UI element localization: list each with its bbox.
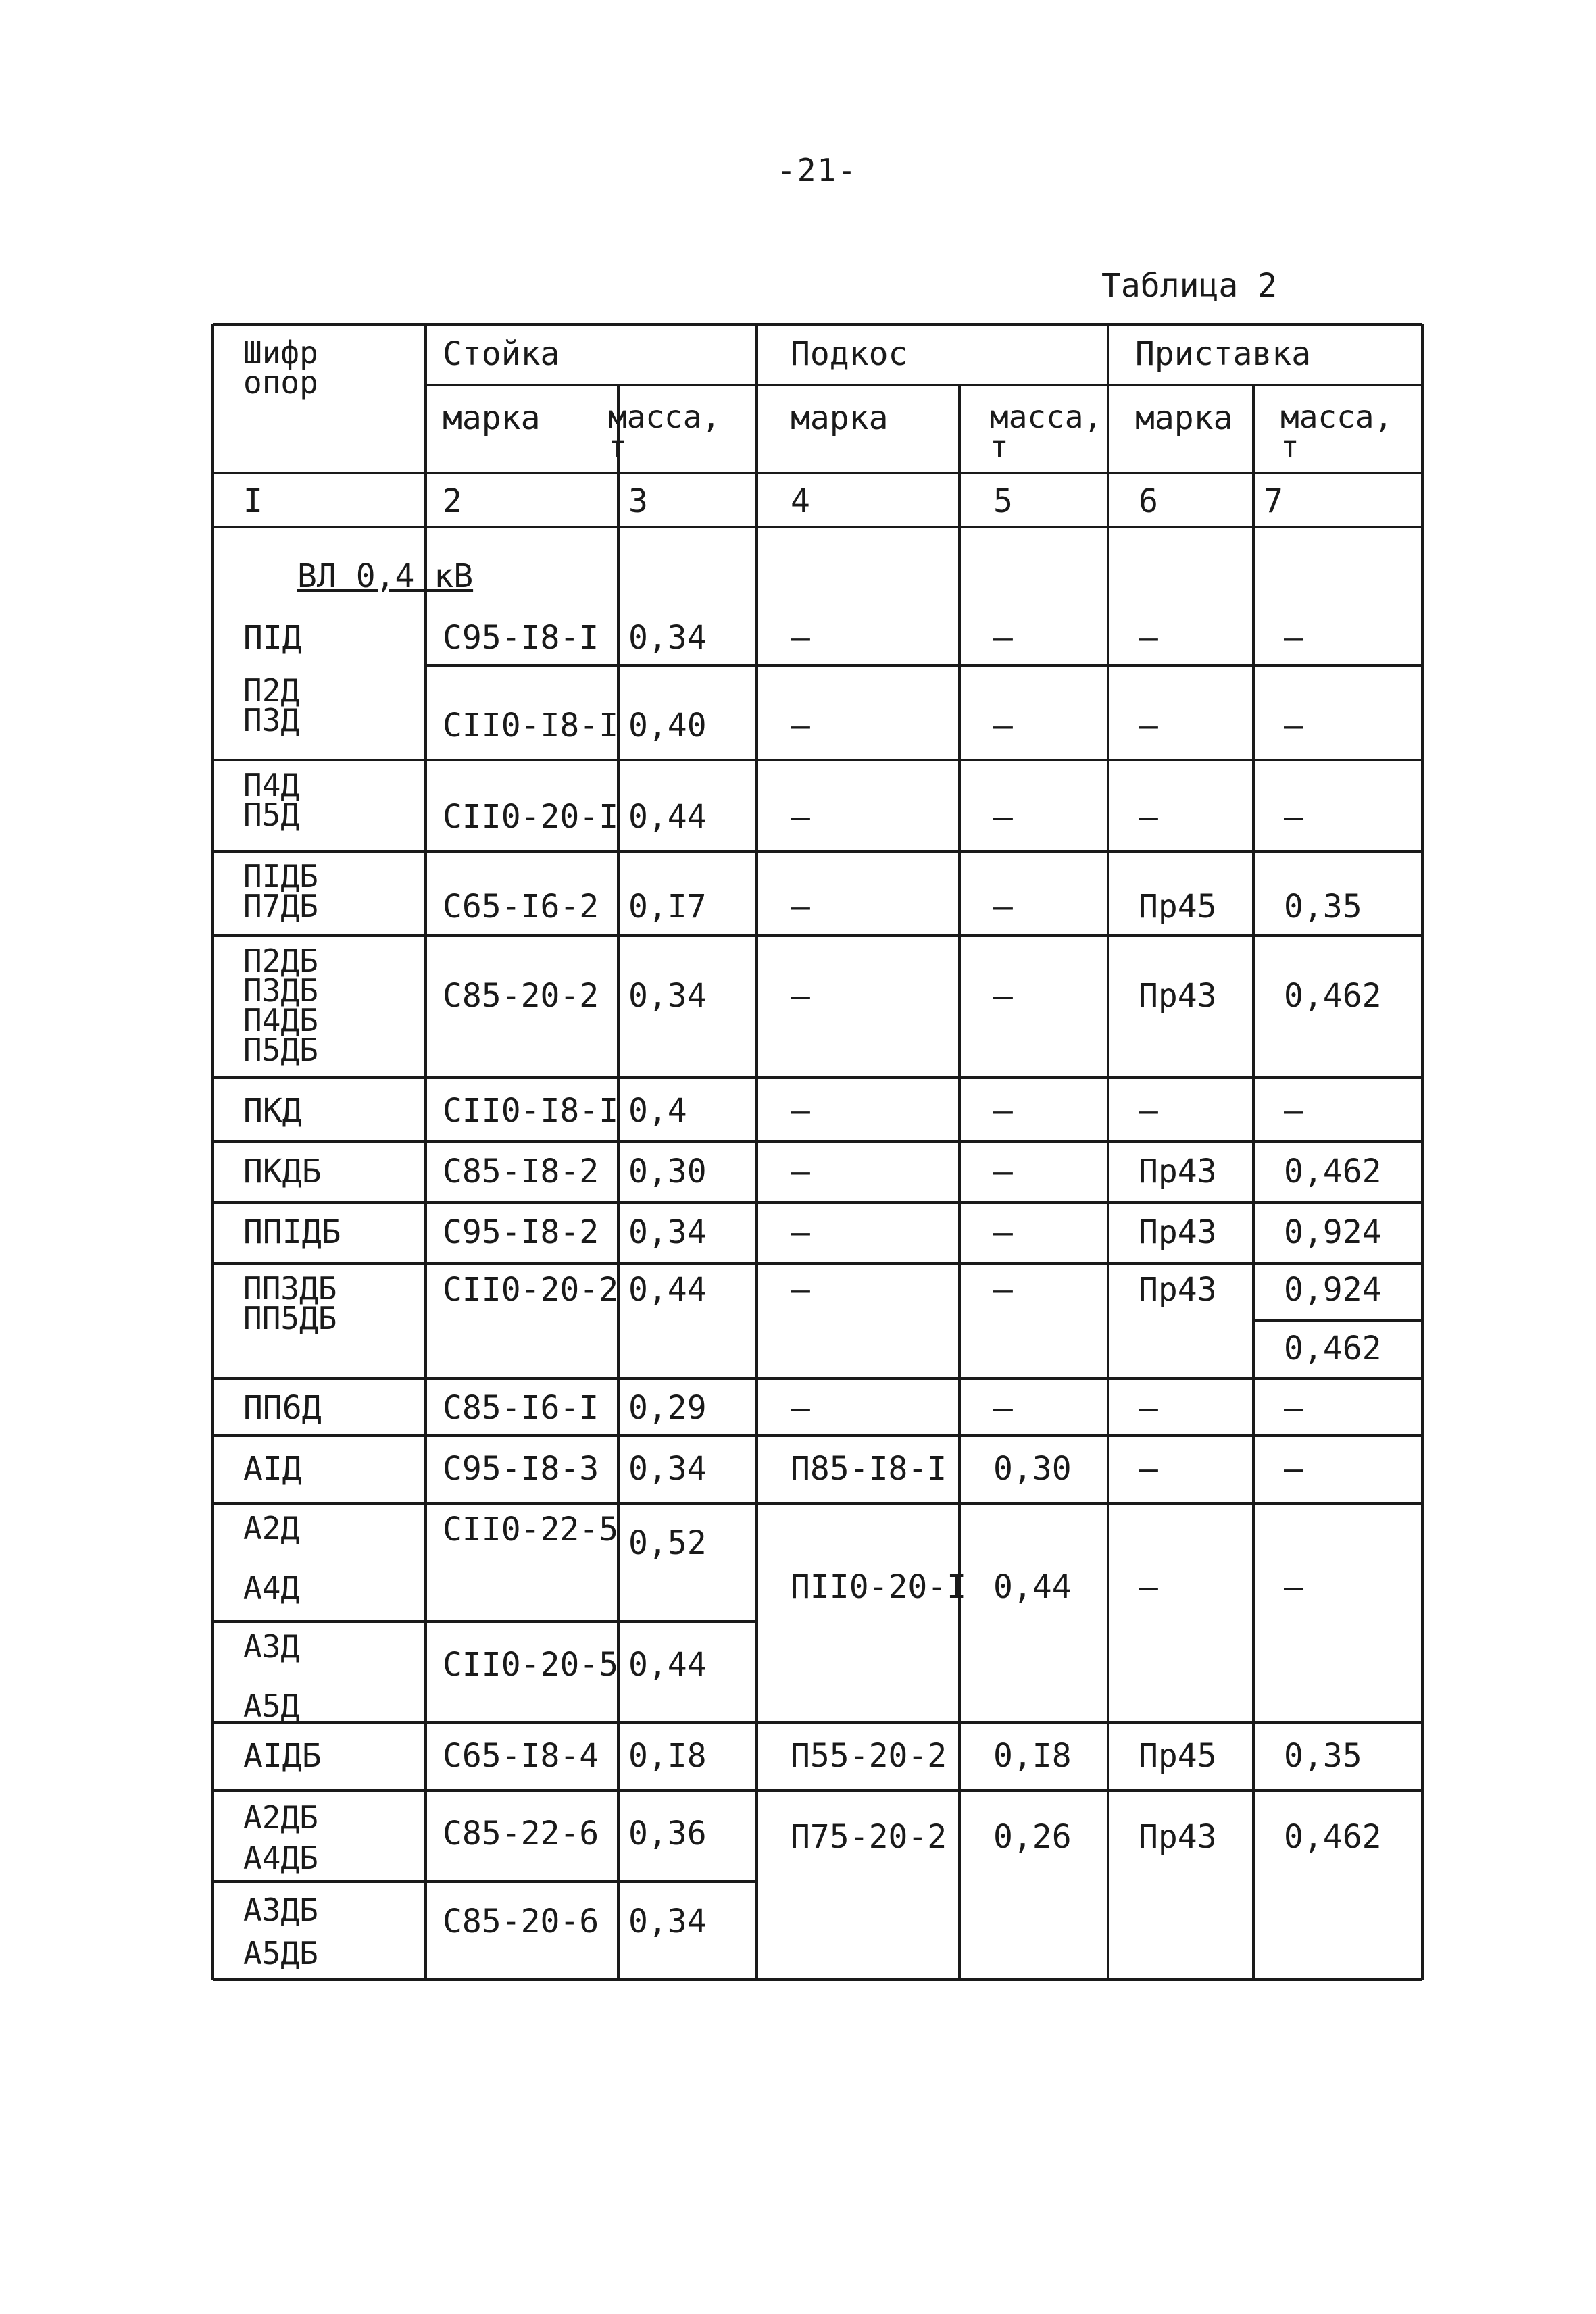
col-number: 5 <box>993 482 1013 520</box>
table-row-code: ПП3ДБ ПП5ДБ <box>243 1270 337 1336</box>
header-pristavka: Приставка <box>1135 335 1312 373</box>
cell-podkos-massa: 0,44 <box>993 1568 1072 1606</box>
table-row-code: ПIД <box>243 619 302 657</box>
cell-podkos-massa: – <box>993 798 1013 836</box>
cell-stoika-massa: 0,I7 <box>628 888 707 926</box>
table-row-code: П2Д П3Д <box>243 672 300 738</box>
cell-stoika-massa: 0,44 <box>628 798 707 836</box>
cell-prist-massa: 0,35 <box>1284 1737 1362 1775</box>
table-row-code: А2Д А4Д <box>243 1510 300 1606</box>
cell-prist-marka: Пр43 <box>1139 1213 1217 1251</box>
table-row-code: А3Д А5Д <box>243 1628 300 1724</box>
cell-podkos-marka: – <box>791 1153 810 1190</box>
table-row-code: А3ДБ А5ДБ <box>243 1892 318 1971</box>
table-row-code: АIД <box>243 1450 302 1488</box>
cell-stoika-massa: 0,40 <box>628 707 707 745</box>
cell-podkos-marka: – <box>791 1213 810 1251</box>
cell-stoika-massa: 0,29 <box>628 1389 707 1427</box>
cell-stoika-massa: 0,34 <box>628 977 707 1015</box>
cell-stoika-massa: 0,I8 <box>628 1737 707 1775</box>
cell-stoika-massa: 0,44 <box>628 1271 707 1309</box>
cell-podkos-marka: – <box>791 977 810 1015</box>
table-row-code: П2ДБ П3ДБ П4ДБ П5ДБ <box>243 942 318 1068</box>
cell-prist-massa: – <box>1284 798 1303 836</box>
cell-prist-massa: 0,462 <box>1284 1153 1382 1190</box>
cell-prist-marka: – <box>1139 619 1158 657</box>
cell-stoika-marka: СII0-20-5 <box>443 1646 619 1684</box>
cell-prist-marka: – <box>1139 1568 1158 1606</box>
cell-prist-massa: – <box>1284 1568 1303 1606</box>
cell-prist-massa: – <box>1284 1092 1303 1130</box>
table-row-code: ППIДБ <box>243 1213 341 1251</box>
col-number: 3 <box>628 482 648 520</box>
col-number: 4 <box>791 482 810 520</box>
cell-podkos-marka: – <box>791 707 810 745</box>
cell-stoika-massa: 0,4 <box>628 1092 687 1130</box>
cell-podkos-marka: П55-20-2 <box>791 1737 947 1775</box>
cell-podkos-marka: – <box>791 888 810 926</box>
cell-podkos-marka: ПII0-20-I <box>791 1568 967 1606</box>
cell-stoika-marka: С85-20-6 <box>443 1903 599 1940</box>
cell-stoika-marka: СII0-I8-I <box>443 1092 619 1130</box>
col-number: 6 <box>1139 482 1158 520</box>
cell-stoika-massa: 0,34 <box>628 1450 707 1488</box>
col-number: 2 <box>443 482 462 520</box>
cell-stoika-massa: 0,36 <box>628 1815 707 1853</box>
header-podkos: Подкос <box>791 335 908 373</box>
cell-stoika-marka: С95-I8-3 <box>443 1450 599 1488</box>
col-number: I <box>243 482 263 520</box>
cell-stoika-marka: С85-I6-I <box>443 1389 599 1427</box>
table-row-code: П4Д П5Д <box>243 767 300 833</box>
cell-stoika-marka: С65-I6-2 <box>443 888 599 926</box>
cell-stoika-marka: С95-I8-I <box>443 619 599 657</box>
cell-prist-massa: – <box>1284 707 1303 745</box>
cell-stoika-marka: С85-20-2 <box>443 977 599 1015</box>
table-caption: Таблица 2 <box>1101 267 1278 305</box>
cell-prist-massa: 0,462 <box>1284 977 1382 1015</box>
cell-prist-marka: Пр43 <box>1139 1271 1217 1309</box>
table-row-code: А2ДБ А4ДБ <box>243 1799 318 1876</box>
cell-podkos-massa: 0,I8 <box>993 1737 1072 1775</box>
cell-podkos-marka: П75-20-2 <box>791 1818 947 1856</box>
cell-stoika-massa: 0,52 <box>628 1524 707 1562</box>
cell-prist-marka: Пр43 <box>1139 1818 1217 1856</box>
col-number: 7 <box>1264 482 1283 520</box>
table-row-code: ПIДБ П7ДБ <box>243 858 318 924</box>
cell-stoika-massa: 0,34 <box>628 1903 707 1940</box>
cell-prist-massa: – <box>1284 1450 1303 1488</box>
cell-podkos-marka: – <box>791 619 810 657</box>
cell-stoika-marka: С65-I8-4 <box>443 1737 599 1775</box>
cell-stoika-marka: СII0-20-2 <box>443 1271 619 1309</box>
cell-stoika-marka: СII0-I8-I <box>443 707 619 745</box>
cell-podkos-massa: – <box>993 1153 1013 1190</box>
cell-stoika-massa: 0,44 <box>628 1646 707 1684</box>
cell-stoika-marka: С95-I8-2 <box>443 1213 599 1251</box>
page-number: -21- <box>777 152 857 188</box>
cell-prist-massa-2: 0,462 <box>1284 1330 1382 1367</box>
section-title: ВЛ 0,4 кВ <box>297 557 474 595</box>
table-row-code: ПКД <box>243 1092 302 1130</box>
cell-stoika-massa: 0,34 <box>628 1213 707 1251</box>
header-prist-marka: марка <box>1135 399 1233 437</box>
cell-stoika-marka: СII0-22-5 <box>443 1511 619 1549</box>
cell-stoika-marka: С85-I8-2 <box>443 1153 599 1190</box>
cell-podkos-marka: – <box>791 798 810 836</box>
cell-prist-massa: – <box>1284 619 1303 657</box>
cell-prist-massa: 0,924 <box>1284 1271 1382 1309</box>
cell-podkos-massa: 0,26 <box>993 1818 1072 1856</box>
cell-podkos-massa: – <box>993 619 1013 657</box>
cell-prist-marka: – <box>1139 1389 1158 1427</box>
cell-prist-marka: – <box>1139 798 1158 836</box>
table-row-code: ПП6Д <box>243 1389 322 1427</box>
cell-prist-massa: 0,924 <box>1284 1213 1382 1251</box>
header-prist-massa: масса, т <box>1280 399 1393 465</box>
header-podkos-massa: масса, т <box>990 399 1103 465</box>
header-cipher: Шифр опор <box>243 334 318 401</box>
cell-podkos-massa: – <box>993 1271 1013 1309</box>
cell-stoika-massa: 0,30 <box>628 1153 707 1190</box>
cell-prist-marka: – <box>1139 1092 1158 1130</box>
cell-prist-marka: – <box>1139 1450 1158 1488</box>
cell-prist-massa: – <box>1284 1389 1303 1427</box>
cell-prist-massa: 0,35 <box>1284 888 1362 926</box>
cell-prist-marka: Пр45 <box>1139 1737 1217 1775</box>
cell-stoika-marka: СII0-20-I <box>443 798 619 836</box>
cell-stoika-marka: С85-22-6 <box>443 1815 599 1853</box>
cell-podkos-massa: – <box>993 1213 1013 1251</box>
cell-podkos-marka: П85-I8-I <box>791 1450 947 1488</box>
cell-podkos-marka: – <box>791 1389 810 1427</box>
cell-podkos-massa: – <box>993 1092 1013 1130</box>
cell-prist-marka: Пр43 <box>1139 1153 1217 1190</box>
cell-podkos-marka: – <box>791 1271 810 1309</box>
table-row-code: АIДБ <box>243 1737 322 1775</box>
cell-podkos-massa: 0,30 <box>993 1450 1072 1488</box>
header-stoika: Стойка <box>443 335 560 373</box>
cell-podkos-massa: – <box>993 888 1013 926</box>
cell-podkos-massa: – <box>993 707 1013 745</box>
cell-stoika-massa: 0,34 <box>628 619 707 657</box>
cell-prist-marka: Пр45 <box>1139 888 1217 926</box>
cell-podkos-massa: – <box>993 1389 1013 1427</box>
cell-prist-massa: 0,462 <box>1284 1818 1382 1856</box>
table-row-code: ПКДБ <box>243 1153 322 1190</box>
cell-prist-marka: – <box>1139 707 1158 745</box>
cell-prist-marka: Пр43 <box>1139 977 1217 1015</box>
header-stoika-massa: масса, т <box>608 399 721 465</box>
cell-podkos-massa: – <box>993 977 1013 1015</box>
header-podkos-marka: марка <box>791 399 889 437</box>
cell-podkos-marka: – <box>791 1092 810 1130</box>
header-stoika-marka: марка <box>443 399 541 437</box>
